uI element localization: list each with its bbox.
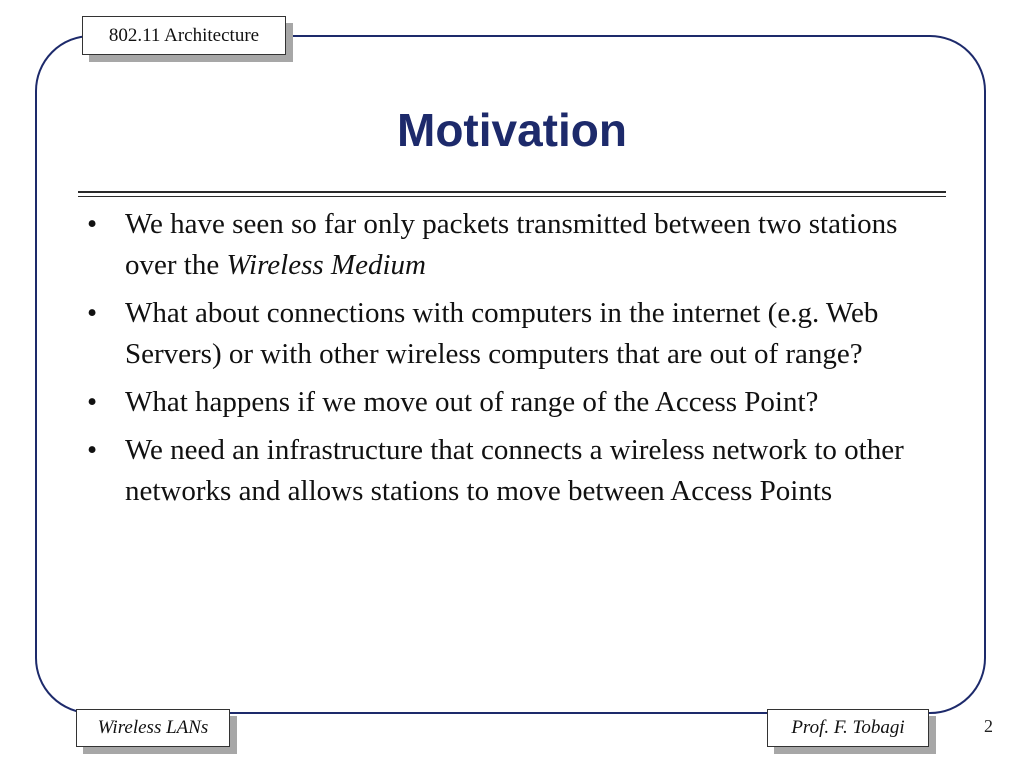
page-number: 2 xyxy=(984,716,993,736)
bullet-item xyxy=(84,293,944,375)
bullet-dot: • xyxy=(87,386,98,418)
bullet-dot: • xyxy=(87,434,98,466)
bullet-text: We need an infrastructure that connects a wireless network to other networks and allows stations to move between Access Points xyxy=(125,434,904,507)
slide-title: Motivation xyxy=(397,104,627,156)
footer-author-label: Prof. F. Tobagi xyxy=(767,709,929,747)
bullet-item xyxy=(84,204,944,286)
footer-course-label: Wireless LANs xyxy=(76,709,230,747)
bullet-item xyxy=(84,382,944,423)
bullet-text: What happens if we move out of range of the Access Point? xyxy=(125,386,819,418)
bullet-text: We have seen so far only packets transmitted between two stations over the xyxy=(125,208,898,281)
title-divider-top xyxy=(78,191,946,193)
bullet-item xyxy=(84,430,944,512)
bullet-dot: • xyxy=(87,297,98,329)
bullet-emphasis: Wireless Medium xyxy=(226,249,426,281)
bullet-list xyxy=(84,204,944,519)
bullet-text: What about connections with computers in the internet (e.g. Web Servers) or with other wireless computers that are out of range? xyxy=(125,297,879,370)
title-divider-bottom xyxy=(78,196,946,197)
bullet-dot: • xyxy=(87,208,98,240)
section-label: 802.11 Architecture xyxy=(82,16,286,55)
